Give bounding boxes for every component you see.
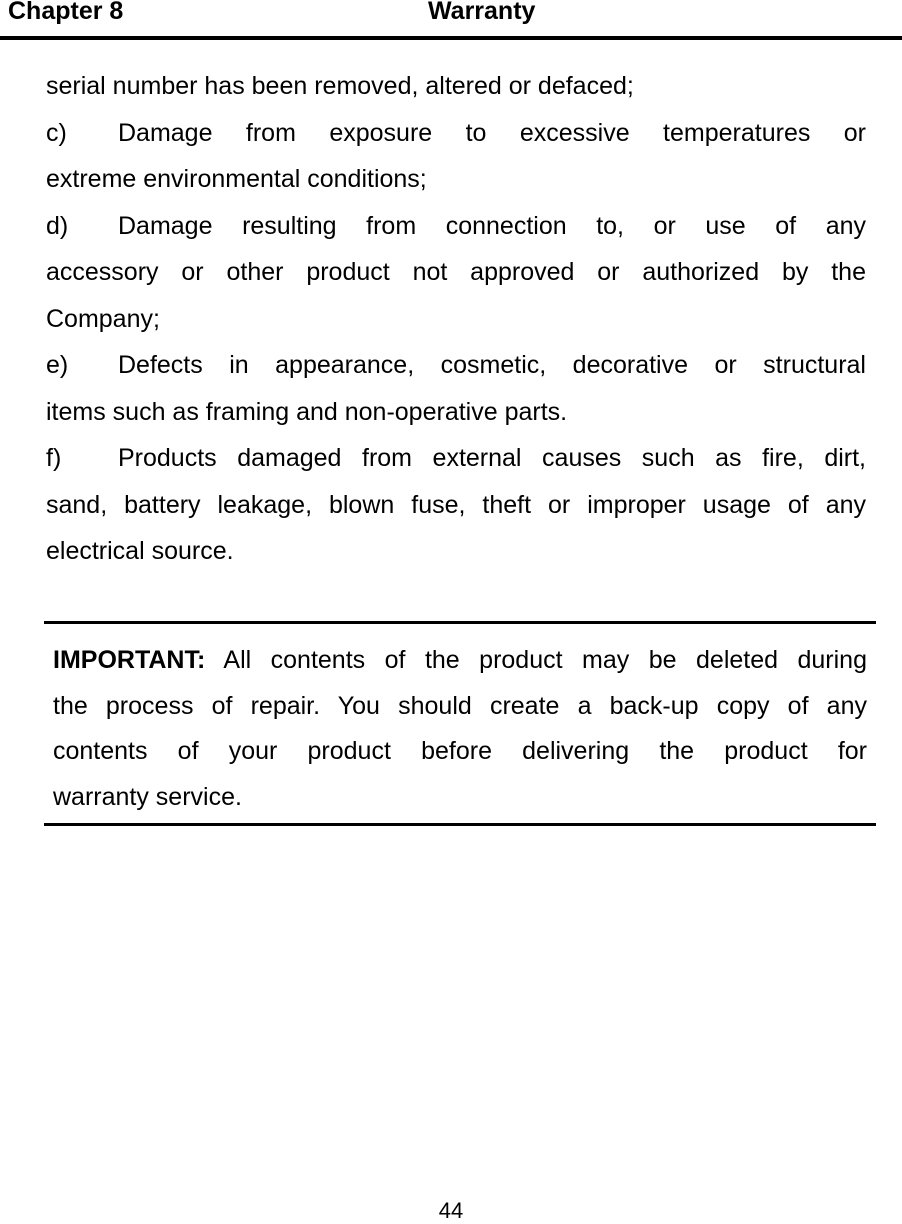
list-item-e bbox=[46, 342, 866, 389]
page-header bbox=[0, 0, 902, 40]
item-label: f) bbox=[46, 444, 62, 472]
text-line: items such as framing and non-operative parts. bbox=[46, 397, 568, 426]
item-label: c) bbox=[46, 118, 67, 147]
important-notice-text bbox=[53, 638, 867, 820]
important-notice-box bbox=[44, 621, 876, 826]
text-line: the process of repair. You should create a back-up copy of any bbox=[53, 691, 867, 720]
text-line: Company; bbox=[46, 304, 160, 333]
list-item-d bbox=[46, 203, 866, 250]
item-text: Defects in appearance, cosmetic, decorative or structural bbox=[118, 351, 866, 379]
warranty-exclusions-text bbox=[46, 63, 866, 575]
item-label: e) bbox=[46, 351, 69, 379]
text-line: warranty service. bbox=[53, 782, 242, 811]
notice-text: All contents of the product may be deleted during bbox=[205, 646, 867, 674]
important-label: IMPORTANT: bbox=[53, 646, 206, 674]
text-line bbox=[53, 638, 867, 684]
page-number: 44 bbox=[438, 1198, 464, 1223]
list-item-c bbox=[46, 110, 866, 157]
text-line: sand, battery leakage, blown fuse, theft or improper usage of any bbox=[46, 490, 866, 519]
text-line: contents of your product before delivering the product for bbox=[53, 737, 867, 765]
chapter-label: Chapter 8 bbox=[8, 0, 124, 25]
item-text: Products damaged from external causes such as fire, dirt, bbox=[118, 444, 866, 472]
text-line: electrical source. bbox=[46, 537, 234, 565]
text-line: extreme environmental conditions; bbox=[46, 165, 427, 193]
text-line: serial number has been removed, altered or defaced; bbox=[46, 72, 634, 100]
item-text: Damage from exposure to excessive temperatures or bbox=[118, 118, 866, 147]
section-title: Warranty bbox=[428, 0, 536, 25]
item-text: Damage resulting from connection to, or use of any bbox=[118, 211, 866, 240]
list-item-f bbox=[46, 435, 866, 482]
text-line: accessory or other product not approved or authorized by the bbox=[46, 258, 866, 286]
item-label: d) bbox=[46, 211, 69, 240]
